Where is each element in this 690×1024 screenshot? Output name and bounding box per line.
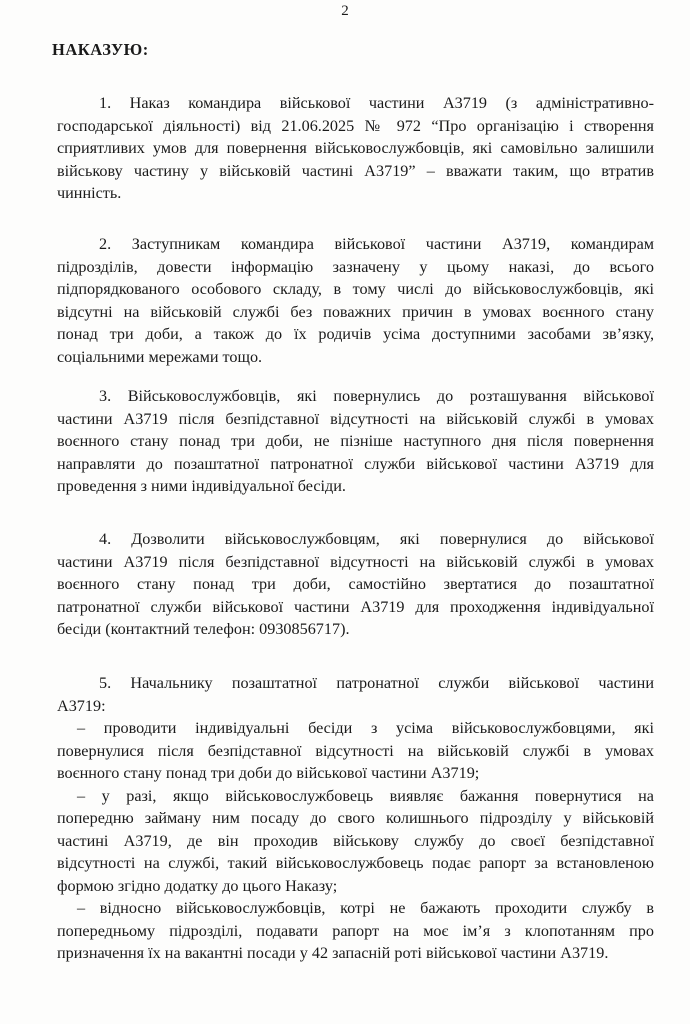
paragraph-line: 5. Начальнику позаштатної патронатної служби військової частини [99,674,654,692]
paragraph-2 [57,233,654,368]
paragraph-4 [57,528,654,641]
paragraph-line: попередньому підрозділі, подавати рапорт на моє ім’я з клопотанням про [57,921,654,940]
order-heading: НАКАЗУЮ: [52,40,149,59]
paragraph-line: патронатної служби військової частини А3719 для проходження індивідуальної [57,597,654,616]
paragraph-line: відсутності на службі, такий військовослужбовець подає рапорт за встановленою [57,854,654,872]
paragraph-line: чинність. [57,184,122,202]
paragraph-line: воєнного стану понад три доби, не пізніше наступного дня після повернення [57,432,654,450]
paragraph-line: призначення їх на вакантні посади у 42 запасній роті військової частини А3719. [57,944,609,962]
paragraph-line: бесіди (контактний телефон: 0930856717). [57,620,350,638]
paragraph-line: воєнного стану понад три доби, самостійно звертатися до позаштатної [57,575,654,593]
paragraph-line: 3. Військовослужбовців, які повернулись до розташування військової [99,387,654,405]
paragraph-1 [57,92,654,205]
paragraph-line: понад три доби, а також до їх родичів усіма доступними засобами зв’язку, [57,325,654,343]
paragraph-line: 4. Дозволити військовослужбовцям, які повернулися до військової [99,530,654,548]
paragraph-line: А3719: [57,696,106,715]
paragraph-line: частини А3719 після безпідставної відсутності на військовій службі в умовах [57,552,654,571]
paragraph-line: соціальними мережами тощо. [57,347,263,366]
paragraph-line: підрозділів, довести інформацію зазначену у цьому наказі, до всього [57,257,654,276]
paragraph-line: 2. Заступникам командира військової частини А3719, командирам [99,235,654,253]
paragraph-line: відсутні на військовій службі без поважних причин в умовах воєнного стану [57,302,654,321]
paragraph-line: військову частину у військовій частині А3719” – вважати таким, що втратив [57,161,654,180]
paragraph-line: воєнного стану понад три доби до військової частини А3719; [57,764,480,782]
paragraph-line: частині А3719, де він проходив військову службу до своєї безпідставної [57,831,654,850]
list-item-line: – проводити індивідуальні бесіди з усіма військовослужбовцями, які [77,719,654,737]
paragraph-3 [57,385,654,498]
paragraph-line: підпорядкованого особового складу, в тому числі до військовослужбовців, які [57,280,654,298]
paragraph-line: проведення з ними індивідуальної бесіди. [57,477,346,495]
paragraph-line: 1. Наказ командира військової частини А3719 (з адміністративно- [99,94,654,112]
list-item-line: – відносно військовослужбовців, котрі не бажають проходити службу в [77,899,654,917]
paragraph-line: сприятливих умов для повернення військовослужбовців, які самовільно залишили [57,139,654,157]
list-item-line: – у разі, якщо військовослужбовець виявляє бажання повернутися на [77,786,654,805]
paragraph-line: частини А3719 після безпідставної відсутності на військовій службі в умовах [57,409,654,428]
paragraph-5 [57,672,654,965]
paragraph-line: повернулися після безпідставної відсутності на військовій службі в умовах [57,741,654,760]
paragraph-line: направляти до позаштатної патронатної служби військової частини А3719 для [57,454,654,473]
paragraph-line: господарської діяльності) від 21.06.2025 № 972 “Про організацію і створення [57,116,654,135]
paragraph-line: попередню займану ним посаду до свого колишнього підрозділу у військовій [57,809,654,827]
paragraph-line: формою згідно додатку до цього Наказу; [57,876,338,895]
page-number: 2 [341,3,349,19]
